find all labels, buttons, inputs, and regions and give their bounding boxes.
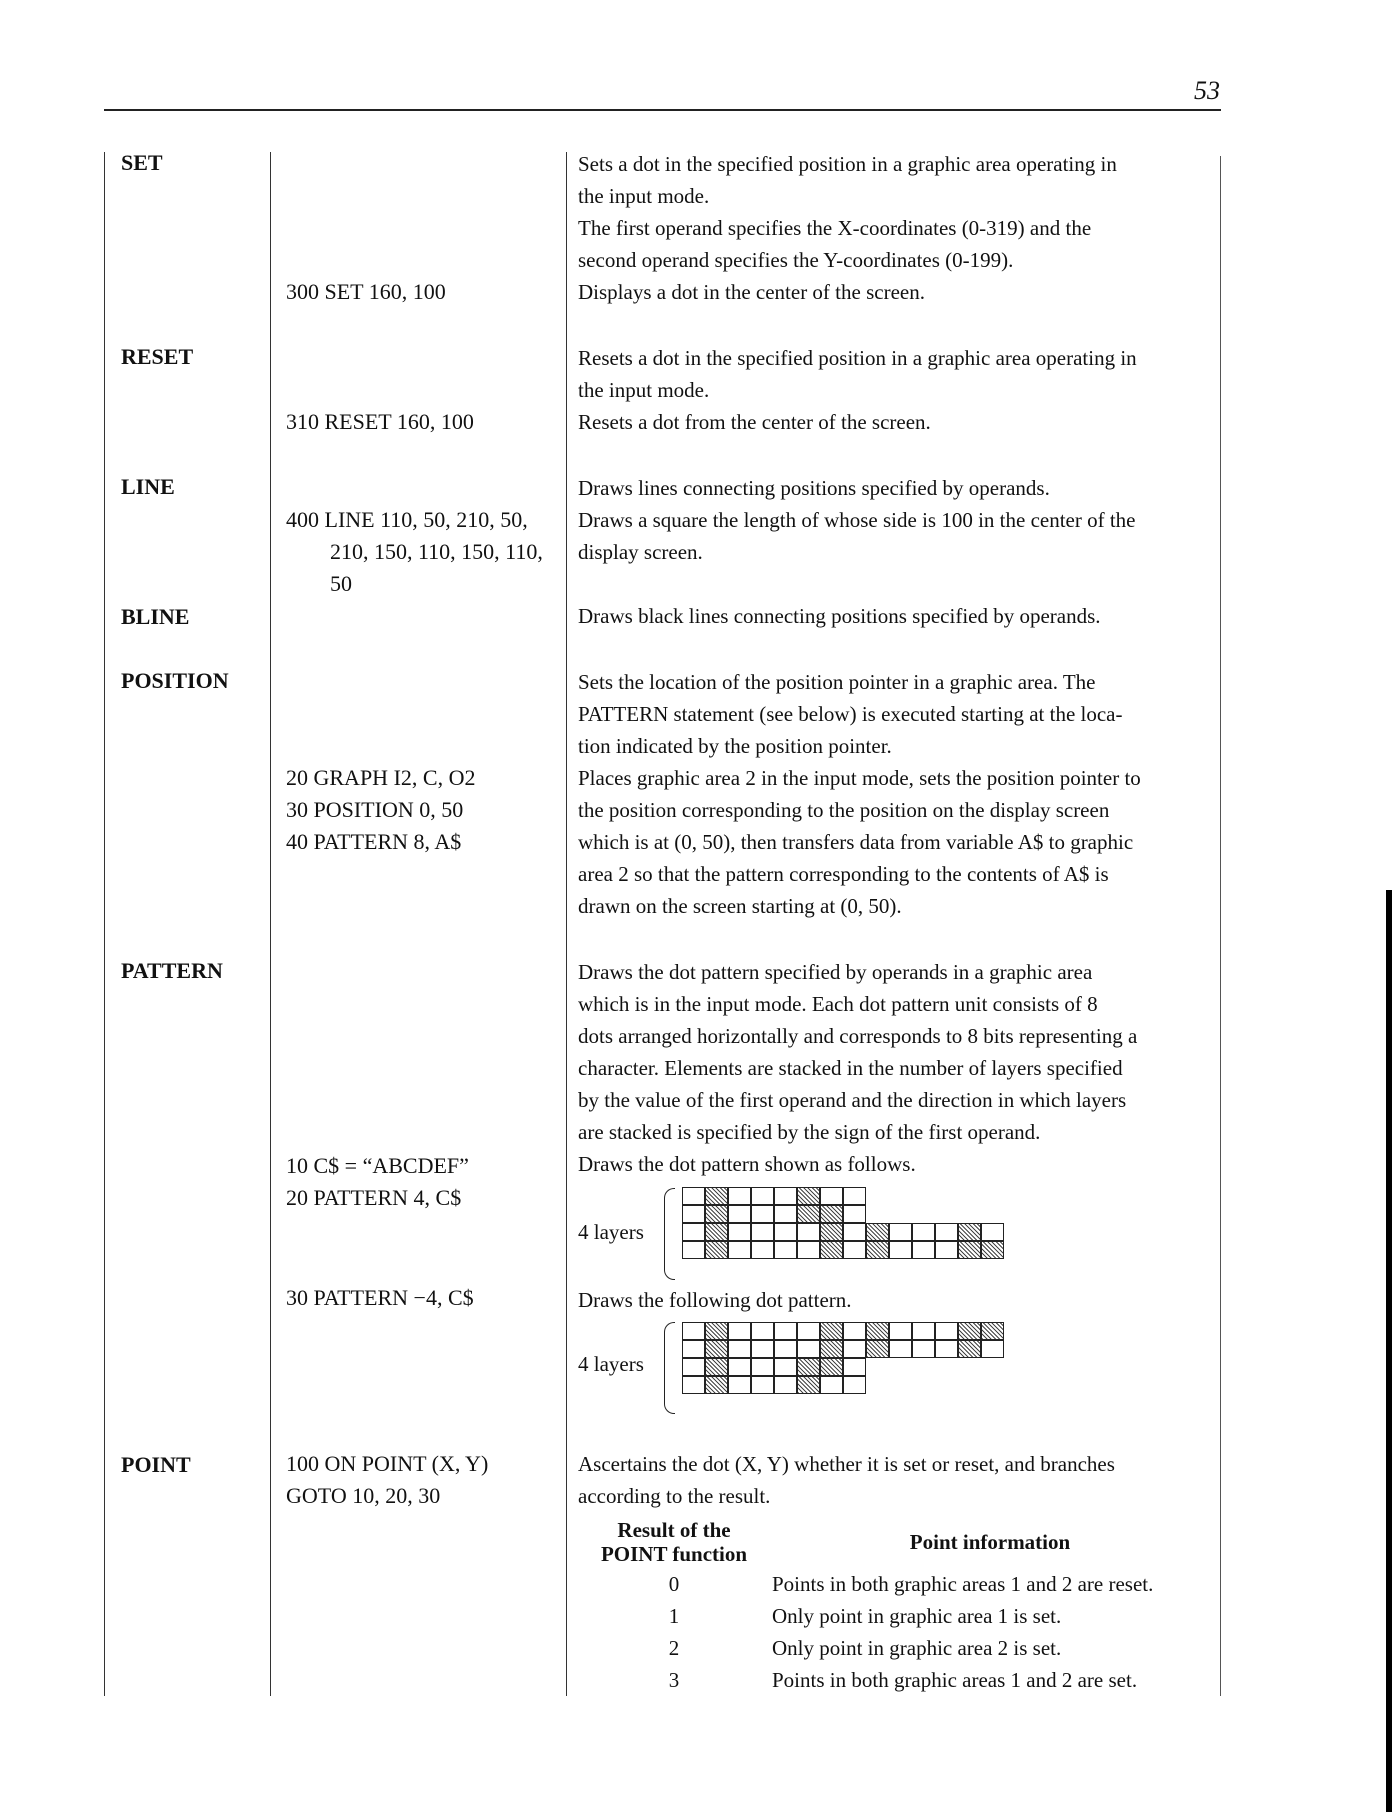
- dot-set: [797, 1205, 820, 1223]
- desc-line: Draws black lines connecting positions specified by operands.: [578, 604, 1101, 628]
- desc-line: Places graphic area 2 in the input mode, sets the position pointer to: [578, 766, 1141, 790]
- dot-reset: [935, 1223, 958, 1241]
- dot-reset: [728, 1223, 751, 1241]
- desc-reset: [578, 342, 1202, 438]
- desc-line: Sets a dot in the specified position in a graphic area operating in: [578, 152, 1117, 176]
- dot-reset: [935, 1241, 958, 1259]
- dot-set: [705, 1205, 728, 1223]
- header-rule: [104, 109, 1221, 111]
- dot-reset: [797, 1223, 820, 1241]
- dot-reset: [981, 1340, 1004, 1358]
- dot-reset: [728, 1358, 751, 1376]
- dot-reset: [728, 1340, 751, 1358]
- command-set: SET: [121, 150, 163, 175]
- dot-set: [820, 1322, 843, 1340]
- dot-reset: [682, 1223, 705, 1241]
- dot-reset: [774, 1340, 797, 1358]
- table-row-info: Points in both graphic areas 1 and 2 are reset.: [772, 1572, 1154, 1596]
- dot-reset: [682, 1187, 705, 1205]
- command-position: POSITION: [121, 668, 229, 693]
- dot-reset: [728, 1205, 751, 1223]
- desc-line: according to the result.: [578, 1484, 771, 1508]
- header-line: POINT function: [600, 1542, 748, 1566]
- dot-reset: [889, 1340, 912, 1358]
- code-line: 100 ON POINT (X, Y): [286, 1451, 489, 1476]
- dot-set: [981, 1322, 1004, 1340]
- dot-reset: [843, 1241, 866, 1259]
- desc-line: character. Elements are stacked in the number of layers specified: [578, 1056, 1123, 1080]
- desc-position: [578, 666, 1202, 922]
- table-row-value: 3: [668, 1668, 680, 1692]
- left-border: [104, 152, 105, 1696]
- table-row-value: 1: [668, 1604, 680, 1628]
- dot-set: [797, 1187, 820, 1205]
- desc-set: [578, 148, 1202, 308]
- dot-reset: [912, 1223, 935, 1241]
- layers-label-1: 4 layers: [578, 1220, 644, 1244]
- desc-line: PATTERN statement (see below) is executed starting at the loca-: [578, 702, 1123, 726]
- desc-line: second operand specifies the Y-coordinates (0-199).: [578, 248, 1014, 272]
- dot-reset: [843, 1223, 866, 1241]
- dot-set: [705, 1358, 728, 1376]
- dot-reset: [820, 1376, 843, 1394]
- dot-reset: [682, 1358, 705, 1376]
- dot-reset: [682, 1376, 705, 1394]
- dot-set: [705, 1340, 728, 1358]
- code-point: [286, 1448, 488, 1512]
- desc-line: tion indicated by the position pointer.: [578, 734, 892, 758]
- desc-line: Draws a square the length of whose side is 100 in the center of the: [578, 508, 1136, 532]
- command-reset: RESET: [121, 344, 194, 369]
- dot-reset: [912, 1340, 935, 1358]
- dot-reset: [682, 1241, 705, 1259]
- dot-reset: [728, 1241, 751, 1259]
- dot-reset: [751, 1241, 774, 1259]
- code-pattern-negative: [286, 1282, 474, 1314]
- dot-set: [797, 1358, 820, 1376]
- dot-reset: [912, 1322, 935, 1340]
- dot-reset: [682, 1322, 705, 1340]
- dot-reset: [797, 1322, 820, 1340]
- desc-line: Sets the location of the position pointer in a graphic area. The: [578, 670, 1096, 694]
- dot-set: [820, 1358, 843, 1376]
- desc-line: area 2 so that the pattern corresponding to the contents of A$ is: [578, 862, 1109, 886]
- dot-set: [705, 1223, 728, 1241]
- desc-line: Draws lines connecting positions specified by operands.: [578, 476, 1050, 500]
- dot-reset: [774, 1187, 797, 1205]
- desc-line: The first operand specifies the X-coordinates (0-319) and the: [578, 216, 1092, 240]
- dot-reset: [843, 1205, 866, 1223]
- dot-set: [866, 1223, 889, 1241]
- dot-reset: [843, 1322, 866, 1340]
- dot-reset: [774, 1358, 797, 1376]
- header-line: Result of the: [617, 1518, 731, 1542]
- code-line: 310 RESET 160, 100: [286, 409, 474, 434]
- dot-set: [958, 1241, 981, 1259]
- table-row-info: Only point in graphic area 2 is set.: [772, 1636, 1062, 1660]
- desc-line: Ascertains the dot (X, Y) whether it is set or reset, and branches: [578, 1452, 1115, 1476]
- dot-set: [820, 1241, 843, 1259]
- dot-set: [705, 1187, 728, 1205]
- dot-reset: [751, 1205, 774, 1223]
- dot-reset: [843, 1376, 866, 1394]
- code-line: 50: [330, 571, 352, 596]
- dot-reset: [889, 1241, 912, 1259]
- desc-pattern-2: [578, 1284, 1202, 1316]
- table-header-result: [592, 1518, 756, 1566]
- dot-reset: [935, 1322, 958, 1340]
- table-row-info: Points in both graphic areas 1 and 2 are set.: [772, 1668, 1138, 1692]
- dot-reset: [751, 1322, 774, 1340]
- dot-reset: [912, 1241, 935, 1259]
- dot-reset: [682, 1340, 705, 1358]
- desc-line: drawn on the screen starting at (0, 50).: [578, 894, 902, 918]
- dot-reset: [751, 1358, 774, 1376]
- code-line: 400 LINE 110, 50, 210, 50,: [286, 507, 528, 532]
- desc-line: which is in the input mode. Each dot pattern unit consists of 8: [578, 992, 1098, 1016]
- code-line: 10 C$ = “ABCDEF”: [286, 1153, 469, 1178]
- desc-line: Draws the dot pattern specified by operands in a graphic area: [578, 960, 1093, 984]
- dot-set: [705, 1241, 728, 1259]
- desc-line: Draws the dot pattern shown as follows.: [578, 1152, 916, 1176]
- dot-reset: [774, 1376, 797, 1394]
- dot-reset: [981, 1223, 1004, 1241]
- code-position: [286, 762, 475, 858]
- table-row-info: Only point in graphic area 1 is set.: [772, 1604, 1062, 1628]
- code-line: 40 PATTERN 8, A$: [286, 829, 462, 854]
- dot-reset: [935, 1340, 958, 1358]
- dot-reset: [889, 1223, 912, 1241]
- desc-line: display screen.: [578, 540, 703, 564]
- desc-point: [578, 1448, 1202, 1512]
- desc-line: Resets a dot in the specified position in a graphic area operating in: [578, 346, 1137, 370]
- dot-reset: [728, 1322, 751, 1340]
- dot-set: [866, 1322, 889, 1340]
- column-divider-1: [270, 152, 271, 1696]
- desc-bline: [578, 600, 1202, 632]
- dot-reset: [797, 1241, 820, 1259]
- dot-set: [820, 1340, 843, 1358]
- dot-set: [705, 1376, 728, 1394]
- layers-label-2: 4 layers: [578, 1352, 644, 1376]
- desc-line: which is at (0, 50), then transfers data from variable A$ to graphic: [578, 830, 1134, 854]
- code-reset: [286, 406, 474, 438]
- dot-reset: [889, 1322, 912, 1340]
- scan-edge: [1386, 890, 1392, 1812]
- right-border: [1220, 156, 1221, 1696]
- dot-reset: [751, 1340, 774, 1358]
- desc-line: Draws the following dot pattern.: [578, 1288, 852, 1312]
- code-line: 300 SET 160, 100: [286, 279, 446, 304]
- desc-line: are stacked is specified by the sign of the first operand.: [578, 1120, 1041, 1144]
- desc-line: Displays a dot in the center of the screen.: [578, 280, 925, 304]
- dot-reset: [774, 1223, 797, 1241]
- code-line: 30 PATTERN −4, C$: [286, 1285, 474, 1310]
- dot-reset: [843, 1358, 866, 1376]
- dot-set: [797, 1376, 820, 1394]
- dot-reset: [820, 1187, 843, 1205]
- page-number: 53: [1194, 76, 1220, 105]
- code-line-statement: [286, 504, 543, 600]
- table-row-value: 2: [668, 1636, 680, 1660]
- code-line: GOTO 10, 20, 30: [286, 1483, 441, 1508]
- dot-reset: [797, 1340, 820, 1358]
- command-line: LINE: [121, 474, 175, 499]
- dot-set: [705, 1322, 728, 1340]
- command-point: POINT: [121, 1452, 191, 1477]
- dot-reset: [751, 1376, 774, 1394]
- desc-line: Resets a dot from the center of the screen.: [578, 410, 931, 434]
- brace-2: [664, 1322, 675, 1414]
- column-divider-2: [566, 152, 567, 1696]
- table-header-info: Point information: [909, 1530, 1071, 1554]
- dot-reset: [682, 1205, 705, 1223]
- desc-pattern: [578, 956, 1202, 1180]
- dot-reset: [774, 1241, 797, 1259]
- command-pattern: PATTERN: [121, 958, 223, 983]
- dot-set: [958, 1223, 981, 1241]
- dot-reset: [843, 1187, 866, 1205]
- desc-line: by the value of the first operand and the direction in which layers: [578, 1088, 1127, 1112]
- dot-set: [958, 1340, 981, 1358]
- dot-set: [866, 1241, 889, 1259]
- dot-reset: [774, 1322, 797, 1340]
- dot-set: [958, 1322, 981, 1340]
- code-set: [286, 276, 446, 308]
- brace-1: [664, 1188, 675, 1280]
- dot-reset: [774, 1205, 797, 1223]
- desc-line: the input mode.: [578, 184, 710, 208]
- code-line: 20 GRAPH I2, C, O2: [286, 765, 476, 790]
- table-row-value: 0: [668, 1572, 680, 1596]
- dot-set: [866, 1340, 889, 1358]
- dot-set: [820, 1223, 843, 1241]
- code-pattern: [286, 1150, 469, 1214]
- dot-reset: [728, 1187, 751, 1205]
- code-line: 30 POSITION 0, 50: [286, 797, 464, 822]
- desc-line: the position corresponding to the position on the display screen: [578, 798, 1110, 822]
- code-line: 20 PATTERN 4, C$: [286, 1185, 462, 1210]
- code-line: 210, 150, 110, 150, 110,: [330, 539, 543, 564]
- dot-set: [981, 1241, 1004, 1259]
- dot-reset: [751, 1223, 774, 1241]
- dot-set: [820, 1205, 843, 1223]
- desc-line: the input mode.: [578, 378, 710, 402]
- desc-line-statement: [578, 472, 1202, 568]
- dot-reset: [751, 1187, 774, 1205]
- desc-line: dots arranged horizontally and corresponds to 8 bits representing a: [578, 1024, 1138, 1048]
- dot-reset: [843, 1340, 866, 1358]
- dot-reset: [728, 1376, 751, 1394]
- command-bline: BLINE: [121, 604, 190, 629]
